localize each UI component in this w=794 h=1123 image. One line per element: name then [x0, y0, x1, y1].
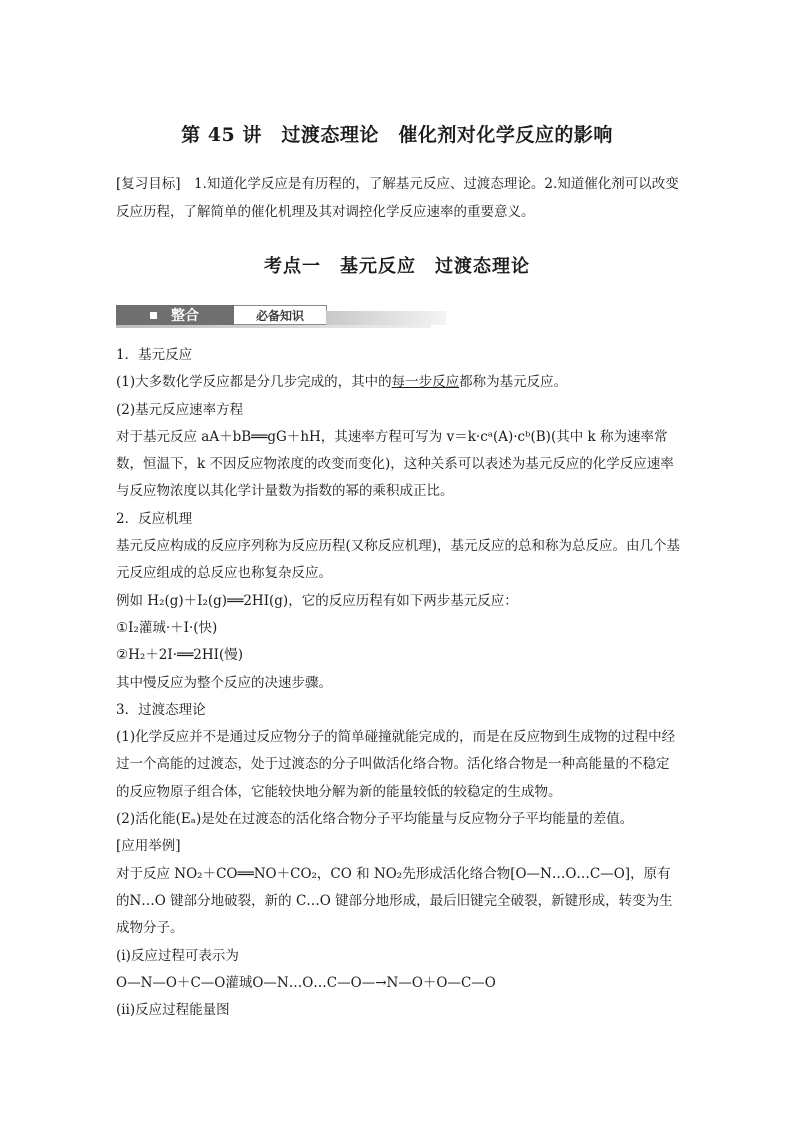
paragraph-2-2: 例如 H₂(g)＋I₂(g)══2HI(g)，它的反应历程有如下两步基元反应：	[116, 592, 518, 609]
paragraph-3-6: O—N—O＋C—O灌珹O—N…O…C—O—→N—O＋O—C—O	[116, 974, 496, 991]
paragraph-3-1: (1)化学反应并不是通过反应物分子的简单碰撞就能完成的，而是在反应物到生成物的过程中经过一个高能的过渡态，处于过渡态的分子叫做活化络合物。活化络合物是一种高能量的不稳定的反应物原子组合体，它能较快地分解为新的能量较低的较稳定的生成物。	[116, 729, 676, 800]
heading-elementary-reaction: 1．基元反应	[116, 347, 193, 363]
banner-knowledge: 必备知识	[234, 305, 327, 325]
text-segment: (1)大多数化学反应都是分几步完成的，其中的	[116, 374, 392, 391]
section-title: 考点一 基元反应 过渡态理论	[264, 256, 530, 277]
heading-mechanism: 2．反应机理	[116, 510, 193, 527]
paragraph-3-2: (2)活化能(Eₐ)是处在过渡态的活化络合物分子平均能量与反应物分子平均能量的差值。	[116, 811, 634, 828]
paragraph-3-4: 对于反应 NO₂＋CO══NO＋CO₂，CO 和 NO₂先形成活化络合物[O—N…O…C—O]，原有的N…O 键部分地破裂，新的 C…O 键部分地形成，最后旧键完全破裂，新键形成，转变为生成物分子。	[116, 865, 673, 937]
paragraph-3-3: [应用举例]	[116, 838, 181, 855]
paragraph-2-1: 基元反应构成的反应序列称为反应历程(又称反应机理)，基元反应的总和称为总反应。由几个基元反应组成的总反应也称复杂反应。	[116, 538, 681, 582]
heading-transition-state: 3．过渡态理论	[116, 701, 206, 718]
paragraph-2-5: 其中慢反应为整个反应的决速步骤。	[116, 674, 332, 691]
banner-gradient-tail	[326, 311, 446, 325]
banner-integrate	[116, 305, 234, 325]
paragraph-3-5: (ⅰ)反应过程可表示为	[116, 947, 239, 964]
banner-underline	[116, 325, 431, 328]
paragraph-1-2: (2)基元反应速率方程	[116, 401, 244, 418]
lecture-title: 第 45 讲 过渡态理论 催化剂对化学反应的影响	[181, 124, 613, 146]
review-objectives: [复习目标] 1.知道化学反应是有历程的，了解基元反应、过渡态理论。2.知道催化剂可以改变反应历程，了解简单的催化机理及其对调控化学反应速率的重要意义。	[116, 176, 679, 220]
underlined-term: 每一步反应	[391, 374, 460, 391]
main-content	[116, 342, 682, 1024]
square-bullet-icon	[150, 312, 157, 319]
paragraph-1-1	[116, 369, 682, 396]
paragraph-1-3: 对于基元反应 aA＋bB══gG＋hH，其速率方程可写为 v＝k·cᵃ(A)·cᵇ(B)(其中 k 称为速率常数，恒温下，k 不因反应物浓度的改变而变化)，这种关系可以表述为基元反应的化学反应速率与反应物浓度以其化学计量数为指数的幂的乘积成正比。	[116, 428, 674, 500]
paragraph-2-4: ②H₂＋2I·══2HI(慢)	[116, 647, 243, 664]
section-banner	[116, 303, 431, 327]
paragraph-2-3: ①I₂灌珹·＋I·(快)	[116, 619, 218, 636]
text-segment: 都称为基元反应。	[459, 374, 568, 391]
paragraph-3-7: (ⅱ)反应过程能量图	[116, 1002, 230, 1019]
banner-integrate-label: 整合	[171, 308, 199, 324]
